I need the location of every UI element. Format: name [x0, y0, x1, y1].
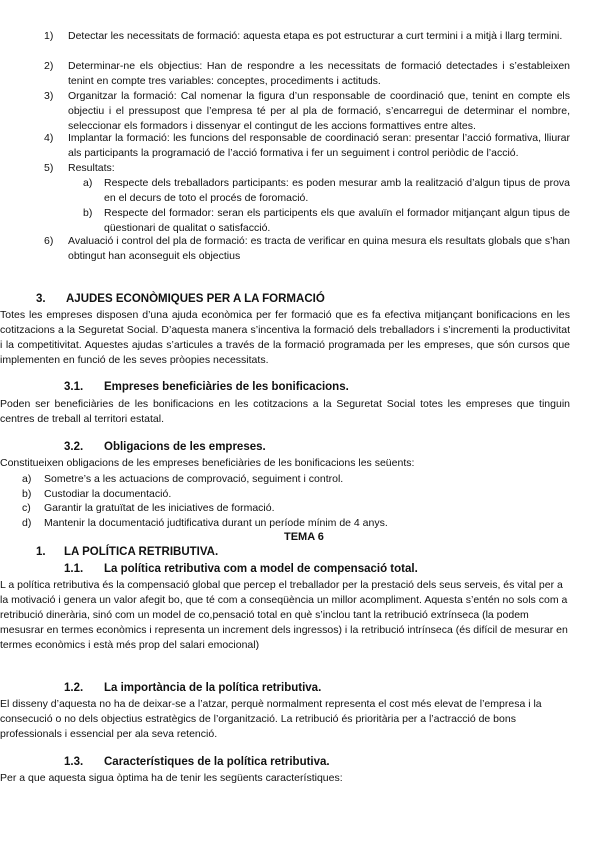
section-paragraph: Totes les empreses disposen d’una ajuda econòmica per fer formació que es fa efectiva mitjançant bonificacions en les cotitzacions a la Seguretat Social. D’aquesta manera s’incentiva la formació dels treballadors i s’incrementi la productivitat i la competitivitat. Aquestes ajudas s’articules a través de la formació programada per les empreses, que són cursos que implementen en funció de les seves pròopies necessitats. [0, 309, 570, 366]
list-item-text: Avaluació i control del pla de formació: es tracta de verificar en quina mesura els resultats globals que s’han obtingut han aconseguit els objectius [68, 235, 570, 262]
chapter-heading: TEMA 6 [284, 531, 324, 543]
sublist-item-text: Respecte del formador: seran els participents els que avaluïn el formador mitjançant algun tipus de qüestionari de qualitat o satisfacció. [104, 207, 570, 234]
obligation-num: d) [22, 517, 32, 529]
subsection-number: 1.1. [64, 563, 84, 575]
section-title: LA POLÍTICA RETRIBUTIVA. [64, 546, 219, 558]
sublist-num: b) [83, 207, 93, 219]
section-paragraph: L a política retributiva és la compensació global que percep el treballador per la prestació dels seus serveis, és vital per a la motivació i genera un valor afegit bo, que té com a conseqüència un millor acompliment. Aquesta s’entén no sols com a retribució dinerària, sinó com un model de co,pensació total en què s’inclou tant la retribució extrínseca (la podem mesusrar en termes econòmics i representa un increment dels ingressos) i la retribució intrínseca (és difícil de mesurar en termes econòmics i està més prop del salari emocional) [0, 579, 568, 651]
obligation-text: Custodiar la documentació. [44, 488, 172, 500]
section-paragraph: Per a que aquesta sigua òptima ha de tenir les següents característiques: [0, 772, 343, 784]
list-item-text: Implantar la formació: les funcions del responsable de coordinació seran: presentar l’acció formativa, lliurar als participants la programació de l’acció formativa i fer un seguiment i control periòdic de l’acció. [68, 132, 570, 159]
list-item-text: Detectar les necessitats de formació: aquesta etapa es pot estructurar a curt termini i a mitjà i llarg termini. [68, 30, 563, 42]
section-paragraph: Constitueixen obligacions de les empreses beneficiàries de les bonificacions les seüents: [0, 457, 415, 469]
list-num: 4) [44, 132, 54, 144]
section-paragraph: Poden ser beneficiàries de les bonificacions en les cotitzacions a la Seguretat Social totes les empreses que tinguin centres de treball al territori estatal. [0, 398, 570, 425]
list-item-text: Organitzar la formació: Cal nomenar la figura d’un responsable de coordinació que, tenint en compte els objectiu i el pressupost que l’empresa té per al pla de formació, s’encarregui de determinar el nombre, seleccionar els formadors i dissenyar el contingut de les accions formattives entre altes. [68, 90, 570, 132]
sublist-num: a) [83, 177, 93, 189]
subsection-number: 3.1. [64, 381, 84, 393]
list-item-text: Resultats: [68, 162, 115, 174]
obligation-num: a) [22, 473, 32, 485]
subsection-title: La política retributiva com a model de compensació total. [104, 563, 418, 575]
section-title: AJUDES ECONÒMIQUES PER A LA FORMACIÓ [66, 293, 325, 305]
obligation-text: Garantir la gratuïtat de les iniciatives de formació. [44, 502, 275, 514]
obligation-text: Sometre’s a les actuacions de comprovació, seguiment i control. [44, 473, 344, 485]
obligation-num: c) [22, 502, 31, 514]
obligation-text: Mantenir la documentació judtificativa durant un període mínim de 4 anys. [44, 517, 388, 529]
sublist-item-text: Respecte dels treballadors participants: es poden mesurar amb la realització d’algun tipus de prova en el decurs de toto el procés de foromació. [104, 177, 570, 204]
section-paragraph: El disseny d’aquesta no ha de deixar-se a l’atzar, perquè normalment representa el cost més elevat de l’empresa i la consecució o no dels objectius estratègics de l’organització. La retribució és prioritària per a l’actracció de bons professionals i essencial per ala seva retenció. [0, 698, 542, 740]
subsection-title: Característiques de la política retributiva. [104, 756, 330, 768]
subsection-title: Empreses beneficiàries de les bonificacions. [104, 381, 349, 393]
subsection-number: 1.2. [64, 682, 84, 694]
subsection-number: 3.2. [64, 441, 84, 453]
list-num: 3) [44, 90, 54, 102]
list-num: 2) [44, 60, 54, 72]
section-number: 1. [36, 546, 46, 558]
list-num: 5) [44, 162, 54, 174]
list-item-text: Determinar-ne els objectius: Han de respondre a les necessitats de formació detectades i s’estableixen tenint en compte tres variables: conceptes, procediments i actituds. [68, 60, 570, 87]
obligation-num: b) [22, 488, 32, 500]
list-num: 6) [44, 235, 54, 247]
section-number: 3. [36, 293, 46, 305]
subsection-title: Obligacions de les empreses. [104, 441, 266, 453]
subsection-number: 1.3. [64, 756, 84, 768]
subsection-title: La importància de la política retributiva. [104, 682, 322, 694]
list-num: 1) [44, 30, 54, 42]
